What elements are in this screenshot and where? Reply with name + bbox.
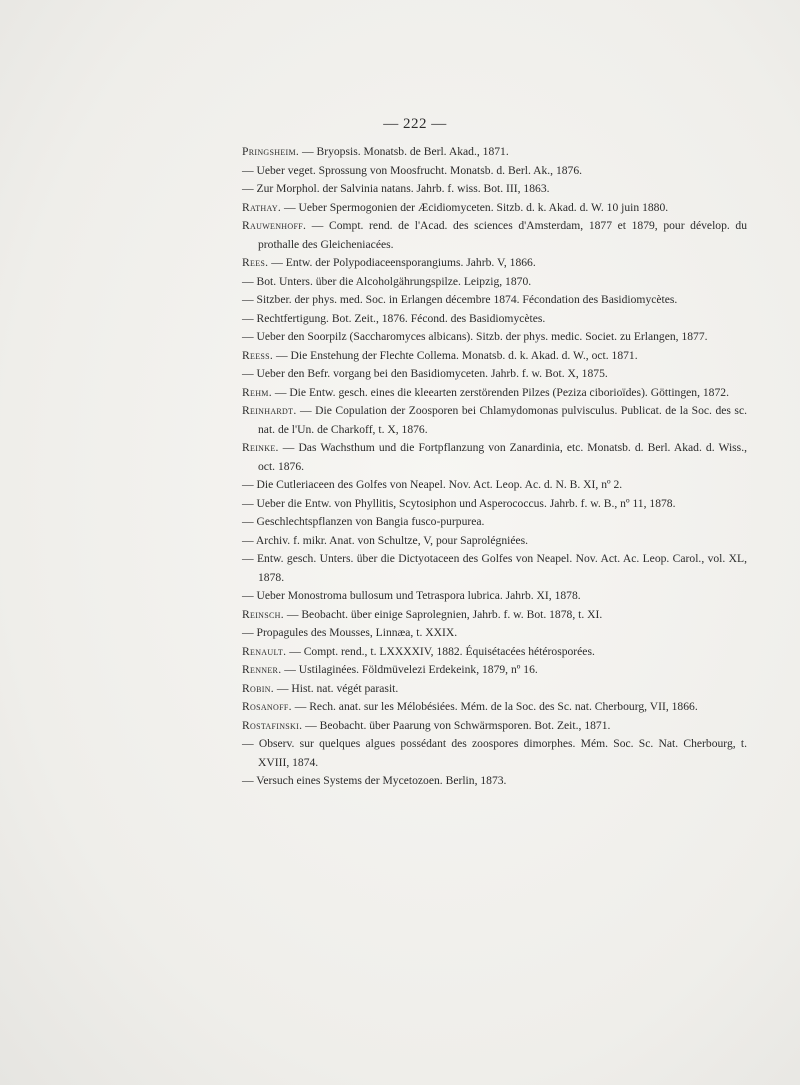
bibliography-entry bbox=[242, 606, 747, 625]
entry-text: — Hist. nat. végét parasit. bbox=[274, 681, 399, 695]
entry-text: — Ueber die Entw. von Phyllitis, Scytosiphon und Asperococcus. Jahrb. f. w. B., nº 11, 1878. bbox=[242, 496, 676, 510]
entry-text: — Rech. anat. sur les Mélobésiées. Mém. de la Soc. des Sc. nat. Cherbourg, VII, 1866. bbox=[291, 700, 698, 713]
entry-author: Pringsheim. bbox=[242, 145, 300, 158]
bibliography-entry bbox=[242, 698, 747, 717]
bibliography-entry bbox=[242, 680, 747, 699]
bibliography-entry bbox=[242, 402, 747, 439]
page-number: — 222 — bbox=[383, 116, 447, 132]
entry-author: Renner. bbox=[242, 663, 282, 676]
entry-text: — Beobacht. über einige Saprolegnien, Jahrb. f. w. Bot. 1878, t. XI. bbox=[283, 607, 603, 621]
bibliography-entry bbox=[242, 291, 747, 310]
entry-text: — Die Copulation der Zoosporen bei Chlamydomonas pulvisculus. Publicat. de la Soc. des sc. nat. de l'Un. de Charkoff, t. X, 1876. bbox=[258, 404, 747, 436]
entry-text: — Compt. rend. de l'Acad. des sciences d'Amsterdam, 1877 et 1879, pour dévelop. du prothalle des Gleicheniacées. bbox=[258, 219, 747, 251]
entry-text: — Das Wachsthum und die Fortpflanzung von Zanardinia, etc. Monatsb. d. Berl. Akad. d. Wiss., oct. 1876. bbox=[258, 441, 747, 473]
entry-text: — Ueber den Soorpilz (Saccharomyces albicans). Sitzb. der phys. medic. Societ. zu Erlangen, 1877. bbox=[242, 330, 708, 343]
bibliography-entry bbox=[242, 550, 747, 587]
entry-text: — Ustilaginées. Földmüvelezi Erdekeink, 1879, nº 16. bbox=[281, 663, 538, 676]
entry-text: — Zur Morphol. der Salvinia natans. Jahrb. f. wiss. Bot. III, 1863. bbox=[242, 182, 550, 195]
entry-author: Robin. bbox=[242, 681, 274, 695]
bibliography-entry bbox=[242, 587, 747, 606]
entry-text: — Die Entw. gesch. eines die kleearten zerstörenden Pilzes (Peziza ciborioïdes). Göttingen, 1872. bbox=[271, 385, 729, 399]
bibliography-entry bbox=[242, 254, 747, 273]
bibliography-entry bbox=[242, 717, 747, 736]
bibliography-list bbox=[242, 143, 747, 791]
entry-author: Rees. bbox=[242, 256, 269, 269]
bibliography-entry bbox=[242, 661, 747, 680]
bibliography-entry bbox=[242, 273, 747, 292]
entry-author: Rosanoff. bbox=[242, 700, 292, 713]
bibliography-entry bbox=[242, 532, 747, 551]
entry-text: — Entw. der Polypodiaceensporangiums. Jahrb. V, 1866. bbox=[268, 256, 536, 269]
entry-text: — Ueber den Befr. vorgang bei den Basidiomyceten. Jahrb. f. w. Bot. X, 1875. bbox=[242, 367, 608, 380]
entry-author: Reinhardt. bbox=[242, 404, 297, 417]
entry-text: — Propagules des Mousses, Linnæa, t. XXIX. bbox=[242, 626, 458, 639]
bibliography-entry bbox=[242, 328, 747, 347]
entry-text: — Compt. rend., t. LXXXXIV, 1882. Équisétacées hétérosporées. bbox=[286, 644, 595, 658]
entry-text: — Sitzber. der phys. med. Soc. in Erlangen décembre 1874. Fécondation des Basidiomycètes. bbox=[242, 293, 678, 306]
bibliography-entry bbox=[242, 199, 747, 218]
entry-text: — Archiv. f. mikr. Anat. von Schultze, V, pour Saprolégniées. bbox=[242, 533, 529, 547]
entry-author: Reinsch. bbox=[242, 607, 284, 621]
bibliography-entry bbox=[242, 643, 747, 662]
entry-author: Rauwenhoff. bbox=[242, 219, 307, 232]
entry-author: Reess. bbox=[242, 348, 274, 362]
bibliography-entry bbox=[242, 624, 747, 643]
entry-text: — Ueber Monostroma bullosum und Tetraspora lubrica. Jahrb. XI, 1878. bbox=[242, 589, 581, 602]
bibliography-entry bbox=[242, 772, 747, 791]
entry-text: — Rechtfertigung. Bot. Zeit., 1876. Fécond. des Basidiomycètes. bbox=[242, 311, 546, 325]
entry-text: — Ueber veget. Sprossung von Moosfrucht. Monatsb. d. Berl. Ak., 1876. bbox=[242, 163, 583, 177]
entry-text: — Die Enstehung der Flechte Collema. Monatsb. d. k. Akad. d. W., oct. 1871. bbox=[273, 348, 638, 362]
bibliography-entry bbox=[242, 513, 747, 532]
entry-text: — Bryopsis. Monatsb. de Berl. Akad., 1871. bbox=[299, 145, 509, 158]
bibliography-entry bbox=[242, 310, 747, 329]
entry-author: Rathay. bbox=[242, 200, 282, 214]
entry-text: — Versuch eines Systems der Mycetozoen. Berlin, 1873. bbox=[242, 774, 507, 787]
bibliography-entry bbox=[242, 143, 747, 162]
entry-author: Renault. bbox=[242, 644, 287, 658]
entry-text: — Beobacht. über Paarung von Schwärmsporen. Bot. Zeit., 1871. bbox=[302, 718, 611, 732]
bibliography-entry bbox=[242, 439, 747, 476]
bibliography-entry bbox=[242, 217, 747, 254]
bibliography-entry bbox=[242, 162, 747, 181]
entry-text: — Geschlechtspflanzen von Bangia fusco-purpurea. bbox=[242, 515, 485, 528]
entry-text: — Ueber Spermogonien der Æcidiomyceten. Sitzb. d. k. Akad. d. W. 10 juin 1880. bbox=[281, 200, 669, 214]
bibliography-entry bbox=[242, 476, 747, 495]
entry-text: — Bot. Unters. über die Alcoholgährungspilze. Leipzig, 1870. bbox=[242, 274, 532, 288]
entry-author: Reinke. bbox=[242, 441, 279, 454]
entry-author: Rostafinski. bbox=[242, 718, 303, 732]
bibliography-entry bbox=[242, 180, 747, 199]
bibliography-entry bbox=[242, 384, 747, 403]
entry-author: Rehm. bbox=[242, 385, 272, 399]
bibliography-entry bbox=[242, 365, 747, 384]
entry-text: — Observ. sur quelques algues possédant des zoospores dimorphes. Mém. Soc. Sc. Nat. Cherbourg, t. XVIII, 1874. bbox=[242, 737, 747, 769]
bibliography-entry bbox=[242, 735, 747, 772]
entry-text: — Entw. gesch. Unters. über die Dictyotaceen des Golfes von Neapel. Nov. Act. Ac. Leop. Carol., vol. XL, 1878. bbox=[242, 552, 747, 584]
entry-text: — Die Cutleriaceen des Golfes von Neapel. Nov. Act. Leop. Ac. d. N. B. XI, nº 2. bbox=[242, 478, 623, 491]
bibliography-entry bbox=[242, 495, 747, 514]
bibliography-entry bbox=[242, 347, 747, 366]
